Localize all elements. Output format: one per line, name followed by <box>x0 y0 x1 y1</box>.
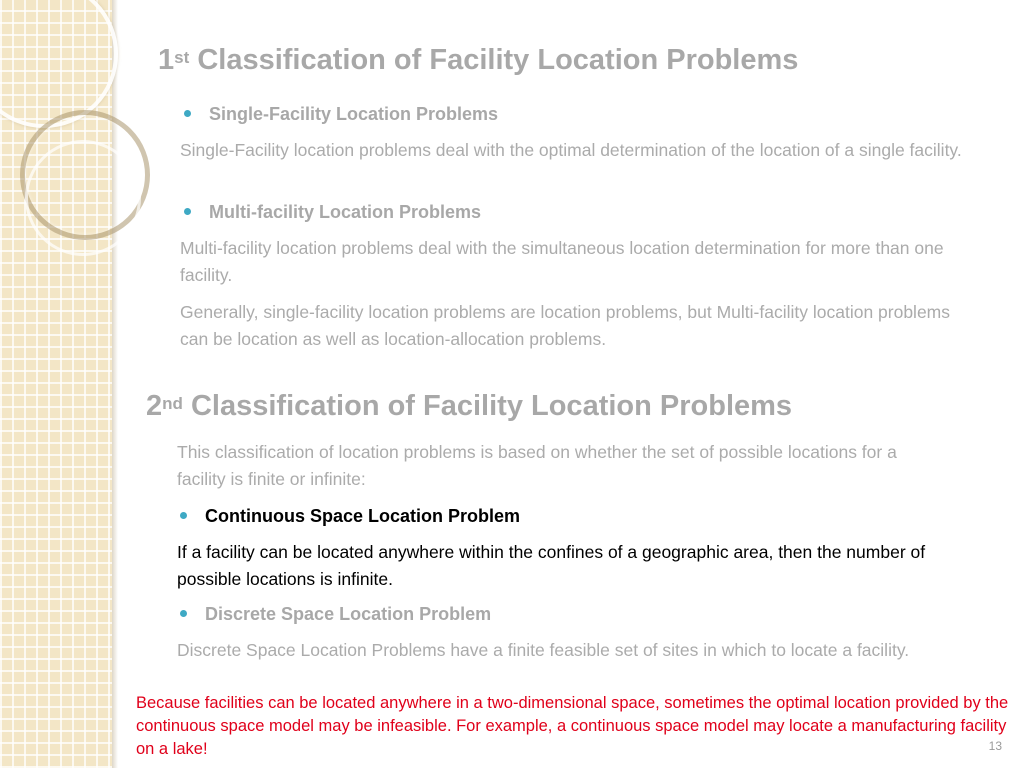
bullet-dot-icon <box>184 208 191 215</box>
bullet-dot-icon <box>180 512 187 519</box>
bullet-label: Continuous Space Location Problem <box>205 506 521 526</box>
bullet-single-facility <box>184 102 498 126</box>
paragraph-single-facility: Single-Facility location problems deal with the optimal determination of the location of a single facility. <box>180 140 962 160</box>
decorative-ring <box>25 140 141 256</box>
bullet-label: Multi-facility Location Problems <box>209 202 482 222</box>
heading-number: 1 <box>158 44 175 76</box>
bullet-label: Discrete Space Location Problem <box>205 604 492 624</box>
page-number: 13 <box>988 739 1002 753</box>
heading-first-classification <box>158 42 798 78</box>
heading-ordinal-suffix: st <box>174 48 190 67</box>
paragraph-multi-facility: Multi-facility location problems deal with the simultaneous location determination for more than one facility. <box>180 238 944 285</box>
side-pattern-shadow <box>112 0 118 768</box>
paragraph-discrete-space: Discrete Space Location Problems have a finite feasible set of sites in which to locate a facility. <box>177 640 910 660</box>
bullet-dot-icon <box>180 610 187 617</box>
paragraph-general: Generally, single-facility location problems are location problems, but Multi-facility location problems can be location as well as location-allocation problems. <box>180 302 951 349</box>
heading-text: Classification of Facility Location Problems <box>182 390 793 422</box>
bullet-discrete-space <box>180 602 491 626</box>
heading-text: Classification of Facility Location Problems <box>189 44 799 76</box>
paragraph-continuous-space: If a facility can be located anywhere within the confines of a geographic area, then the number of possible locations is infinite. <box>177 542 926 589</box>
heading-second-classification <box>146 388 792 424</box>
bullet-dot-icon <box>184 110 191 117</box>
heading-ordinal-suffix: nd <box>162 394 183 413</box>
bullet-multi-facility <box>184 200 481 224</box>
paragraph-classification-basis: This classification of location problems is based on whether the set of possible locations for a facility is finite or infinite: <box>177 442 897 489</box>
bullet-label: Single-Facility Location Problems <box>209 104 499 124</box>
note-infeasible-location: Because facilities can be located anywhere in a two-dimensional space, sometimes the optimal location provided by the continuous space model may be infeasible. For example, a continuous space model may locate a manufacturing facility on a lake! <box>136 694 1009 758</box>
heading-number: 2 <box>146 390 163 422</box>
bullet-continuous-space <box>180 504 520 528</box>
